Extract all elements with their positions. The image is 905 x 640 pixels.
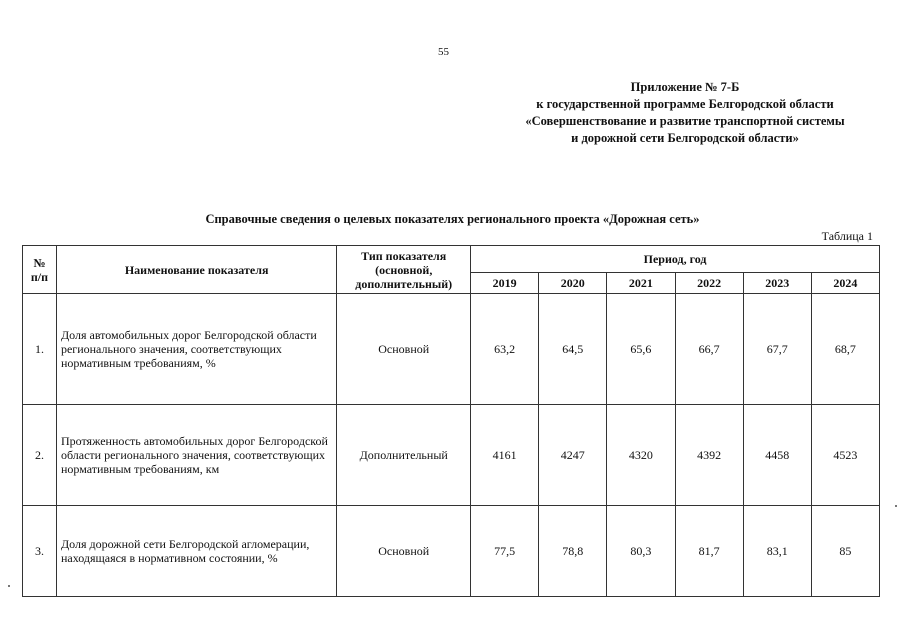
header-year: 2022 xyxy=(675,273,743,294)
appendix-program-name-1: «Совершенствование и развитие транспортной системы xyxy=(525,114,845,128)
indicator-value: 83,1 xyxy=(743,506,811,597)
table-row xyxy=(23,294,880,405)
indicator-value: 67,7 xyxy=(743,294,811,405)
appendix-program-name-2: и дорожной сети Белгородской области» xyxy=(571,131,799,145)
row-number: 2. xyxy=(23,405,57,506)
header-year: 2024 xyxy=(811,273,879,294)
indicator-value: 4247 xyxy=(539,405,607,506)
table-row xyxy=(23,506,880,597)
row-number: 1. xyxy=(23,294,57,405)
appendix-program-line: к государственной программе Белгородской области xyxy=(536,97,834,111)
header-year: 2020 xyxy=(539,273,607,294)
table-title: Справочные сведения о целевых показателях регионального проекта «Дорожная сеть» xyxy=(205,212,700,226)
indicator-value: 65,6 xyxy=(607,294,675,405)
indicator-value: 4320 xyxy=(607,405,675,506)
header-period: Период, год xyxy=(471,246,880,273)
indicator-value: 66,7 xyxy=(675,294,743,405)
header-year: 2021 xyxy=(607,273,675,294)
indicator-value: 4458 xyxy=(743,405,811,506)
indicator-value: 85 xyxy=(811,506,879,597)
indicator-name: Протяженность автомобильных дорог Белгородской области регионального значения, соответствующих нормативным требованиям, км xyxy=(56,405,336,506)
header-indicator-name: Наименование показателя xyxy=(56,246,336,294)
table-row xyxy=(23,405,880,506)
header-number: № п/п xyxy=(23,246,57,294)
indicator-name: Доля дорожной сети Белгородской агломерации, находящаяся в нормативном состоянии, % xyxy=(56,506,336,597)
row-number: 3. xyxy=(23,506,57,597)
header-indicator-type: Тип показателя (основной, дополнительный) xyxy=(337,246,471,294)
indicator-value: 80,3 xyxy=(607,506,675,597)
indicator-value: 4392 xyxy=(675,405,743,506)
appendix-title: Приложение № 7-Б xyxy=(630,80,740,94)
appendix-header xyxy=(470,79,900,147)
indicators-table xyxy=(22,245,880,597)
indicator-value: 4523 xyxy=(811,405,879,506)
indicator-value: 81,7 xyxy=(675,506,743,597)
indicator-type: Дополнительный xyxy=(337,405,471,506)
indicator-type: Основной xyxy=(337,294,471,405)
indicator-value: 63,2 xyxy=(471,294,539,405)
header-year: 2019 xyxy=(471,273,539,294)
indicator-value: 64,5 xyxy=(539,294,607,405)
header-year: 2023 xyxy=(743,273,811,294)
scan-speck xyxy=(8,585,10,587)
scan-speck xyxy=(895,505,897,507)
indicator-value: 78,8 xyxy=(539,506,607,597)
page-number: 55 xyxy=(438,46,449,58)
indicator-type: Основной xyxy=(337,506,471,597)
indicator-name: Доля автомобильных дорог Белгородской области регионального значения, соответствующих нормативным требованиям, % xyxy=(56,294,336,405)
indicator-value: 77,5 xyxy=(471,506,539,597)
indicator-value: 4161 xyxy=(471,405,539,506)
table-label: Таблица 1 xyxy=(821,229,873,243)
indicator-value: 68,7 xyxy=(811,294,879,405)
